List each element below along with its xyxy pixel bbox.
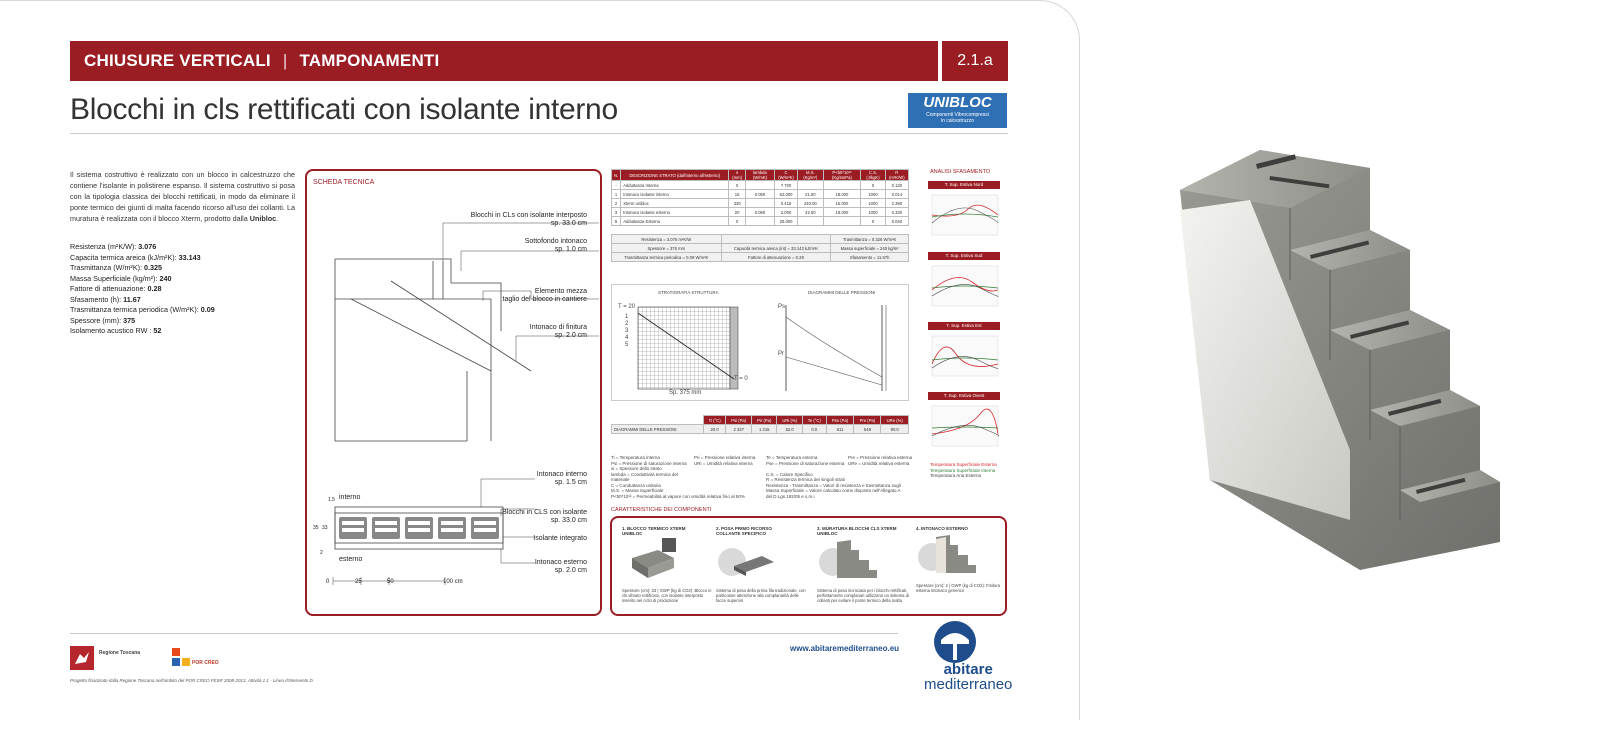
section-label-4: Intonaco di finitura sp. 2.0 cm bbox=[529, 324, 587, 339]
components-panel bbox=[610, 516, 1007, 616]
property-item: Trasmittanza (W/m²K): 0.325 bbox=[70, 263, 163, 272]
plan-label-3: Isolante integrato bbox=[533, 535, 587, 542]
scheda-title: SCHEDA TECNICA bbox=[313, 179, 375, 186]
diagrams-box bbox=[611, 284, 909, 401]
table-row: DIAGRAMMI DELLE PRESSIONI 20.0 2 337 1 215 52.0 0.0 611 549 90.0 bbox=[612, 425, 909, 434]
stratigrafia-title: STRATIGRAFIA STRUTTURA bbox=[658, 290, 719, 295]
properties-list bbox=[70, 242, 300, 337]
plaster-icon bbox=[916, 531, 986, 575]
intro-brand: Unibloc bbox=[249, 214, 277, 223]
section-label: CHIUSURE VERTICALI bbox=[84, 51, 271, 70]
sfasamento-legend: Temperatura Superficiale Esterna Temperatura Superficiale Interna Temperatura Aria Esterna bbox=[930, 462, 997, 478]
layer-mark: 4 bbox=[625, 335, 629, 341]
sfasamento-card: T. Sup. Estiva Est bbox=[928, 322, 1000, 387]
layer-mark: 5 bbox=[625, 342, 629, 348]
masonry-icon bbox=[817, 536, 887, 580]
footer-divider bbox=[70, 633, 898, 634]
component-card: 2. POSA PRIMO RICORSO COLLANTE SPECIFICO Sistema di posa della prima fila tradizionale, con particolare attenzione alla complanarità delle facce superiori bbox=[716, 526, 806, 603]
property-item: Fattore di attenuazione: 0.28 bbox=[70, 284, 162, 293]
property-item: Massa Superficiale (kg/m²): 240 bbox=[70, 273, 172, 283]
sfasamento-chart bbox=[928, 400, 1000, 452]
regione-label: Regione Toscana bbox=[99, 650, 141, 656]
sfasamento-title: ANALISI SFASAMENTO bbox=[930, 169, 991, 175]
abitare-mediterraneo-wordmark: abitare mediterraneo bbox=[924, 661, 1013, 693]
unibloc-logo bbox=[908, 93, 1007, 128]
interno-label: interno bbox=[339, 494, 361, 501]
page-title: Blocchi in cls rettificati con isolante interno bbox=[70, 93, 618, 126]
por-label: POR CREO bbox=[192, 660, 219, 666]
scale-label: 50 bbox=[387, 579, 394, 585]
section-label-3: Elemento mezza taglio del blocco in cantiere bbox=[502, 288, 587, 303]
sfasamento-card: T. Sup. Estiva Sud bbox=[928, 252, 1000, 317]
table-row: 1 Intonaco isolante interno 15 0.050 62.000 21.00 18.000 1000 0.014 bbox=[612, 190, 909, 199]
table-row: Resistenza = 3.076 m²K/W Trasmittanza = 0.326 W/m²K bbox=[612, 235, 909, 244]
layer-mark: 1 bbox=[625, 314, 629, 320]
scheda-tecnica-panel bbox=[305, 169, 602, 616]
layer-mark: 3 bbox=[625, 328, 629, 334]
pegasus-icon bbox=[70, 646, 94, 670]
esterno-label: esterno bbox=[339, 556, 363, 563]
stratigraphy-diagram bbox=[630, 303, 750, 395]
table-row: Trasmittanza termica periodica = 0.09 W/m²K Fattore di attenuazione = 0.28 Sfasamento = 11.67h bbox=[612, 253, 909, 262]
layers-table: N. DESCRIZIONE STRATO (dall'interno all'esterno) s (mm) lambda (W/mK) C (W/m²K) M.S. (Kg/m²) P<50*10¹² (Kg/smPa) C.S. (J/kgK) R (m²K/W) - Adduttanza Interna 0 7.700 0 0.130 1 Intonaco isolante interno 15 0.050 62.000 21.00 18.000 1000 0.014 2 Xterm unibloc 330 0.418 240.00 15.000 1000 2.390 3 Intonaco isolante esterno 20 0.060 2.000 42.00 18.000 1000 0.330 5 Adduttanza Esterna 0 25.000 0 0.040 bbox=[611, 169, 909, 226]
layer-mark: 2 bbox=[625, 321, 629, 327]
sfasamento-chart bbox=[928, 260, 1000, 312]
component-card: 3. MURATURA BLOCCHI CLS XTERM UNIBLOC Sistema di posa incrociata per i blocchi rettificati, perfettamente complanari utilizzano un sistema di collanti per evitare il ponte termico della malta bbox=[817, 526, 909, 603]
sfasamento-card: T. Sup. Estiva Nord bbox=[928, 181, 1000, 246]
section-header-band bbox=[70, 41, 938, 81]
dim-label: 35 bbox=[313, 525, 319, 531]
wall-3d-illustration bbox=[1160, 150, 1540, 570]
abitare-mediterraneo-icon bbox=[933, 620, 977, 664]
thickness-label: Sp. 375 mm bbox=[669, 390, 702, 396]
table-row: 2 Xterm unibloc 330 0.418 240.00 15.000 1000 2.390 bbox=[612, 199, 909, 208]
plan-label-4: Intonaco esterno sp. 2.0 cm bbox=[534, 559, 587, 574]
dim-label: 2 bbox=[320, 550, 323, 556]
intro-paragraph bbox=[70, 169, 295, 224]
legend-col-3: Te = Temperatura esterna Pse = Pressione di saturazione esterna C.S. = Calore Specifico R = Resistenza termica dei singoli strati Resistenza - Trasmittanza = Valori di resistenza e trasmittanza sugli Massa Superficiale = Valore calcolato come disposto nell'Allegato A del D.Lgs.192/05 e s.m.i bbox=[766, 455, 901, 499]
intro-end: . bbox=[276, 214, 279, 223]
legend-col-2: Pri = Pressione relativa interna URi = Umidità relativa interna bbox=[694, 455, 756, 466]
property-item: Isolamento acustico RW : 52 bbox=[70, 326, 162, 335]
unibloc-logo-subtitle-1: Componenti Vibrocompressi bbox=[926, 112, 989, 118]
table-row: 3 Intonaco isolante esterno 20 0.060 2.000 42.00 18.000 1000 0.330 bbox=[612, 208, 909, 217]
dim-label: 33 bbox=[322, 525, 328, 531]
title-divider bbox=[70, 133, 1008, 134]
collante-icon bbox=[716, 536, 776, 580]
unibloc-logo-subtitle-2: in calcestruzzo bbox=[940, 118, 975, 124]
pressure-diagram bbox=[772, 303, 902, 395]
block-icon bbox=[622, 536, 682, 580]
credit-note: Progetto finanziato dalla Regione Toscana nell'ambito del POR CREO FESR 2008-2013. Attività 1.1 - Linea d'intervento D bbox=[70, 678, 313, 683]
component-card: 4. INTONACO ESTERNO Spessore (cm): 2 | GWP (kg di CO2): Finitura esterna intonaco generico bbox=[916, 526, 1001, 593]
t-top-label: T = 20 bbox=[618, 304, 636, 310]
section-separator: | bbox=[282, 51, 288, 70]
scale-label: 25 bbox=[355, 579, 362, 585]
section-label-2: Sottofondo intonaco sp. 1.0 cm bbox=[524, 238, 587, 253]
summary-table bbox=[611, 234, 909, 262]
legend-col-1: Ti = Temperatura interna Psi = Pressione di saturazione interna si = Spessore dello strato lambda = Conduttività termica del materiale C = Conduttanza unitaria M.S. = Massa Superficiale P<50*10¹² = Permeabilità al vapore con umidità relativa fino al 50% bbox=[611, 455, 745, 499]
pressure-table: Ti (°C) Psi (Pa) Pri (Pa) URi (%) Te (°C) Pse (Pa) Pre (Pa) URe (%) DIAGRAMMI DELLE PRESSIONI 20.0 2 337 1 215 52.0 0.0 611 549 90.0 bbox=[611, 415, 909, 434]
property-item: Spessore (mm): 375 bbox=[70, 315, 136, 325]
plan-label-1: Intonaco interno sp. 1.5 cm bbox=[536, 471, 587, 486]
sfasamento-chart bbox=[928, 330, 1000, 382]
table-row: Spessore = 376 mm Capacità termica areica (int) = 33.143 kJ/m²K Massa superficiale = 240 kg/m² bbox=[612, 244, 909, 253]
subsection-label: TAMPONAMENTI bbox=[299, 51, 440, 70]
unibloc-logo-name: UNIBLOC bbox=[923, 94, 992, 111]
sfasamento-chart bbox=[928, 189, 1000, 241]
ps-label: Ps bbox=[778, 304, 786, 310]
property-item: Capacita termica areica (kJ/m²K): 33.143 bbox=[70, 252, 201, 262]
dim-label: 1.5 bbox=[328, 497, 335, 503]
sfasamento-card: T. Sup. Estiva Ovest bbox=[928, 392, 1000, 457]
pressioni-title: DIAGRAMMI DELLE PRESSIONI bbox=[808, 290, 876, 295]
t-bottom-label: T = 0 bbox=[734, 376, 748, 382]
sheet-code: 2.1.a bbox=[942, 41, 1008, 81]
scale-label: 0 bbox=[326, 579, 330, 585]
intro-text: Il sistema costruttivo è realizzato con un blocco in calcestruzzo che contiene l'isolante in polistirene espanso. Il sistema costruttivo si posa con la tipologia classica dei blocchi rettificati, in modo da eliminare il ponte termico dei giunti di malta facendo ricorso all'uso dei collanti. La muratura è realizzata con il blocco Xterm, prodotto dalla bbox=[70, 170, 295, 223]
layers-table-wrap bbox=[611, 169, 909, 262]
scale-label: 100 cm bbox=[443, 579, 463, 585]
regione-toscana-logo bbox=[70, 646, 94, 670]
components-title: CARATTERISTICHE DEI COMPONENTI bbox=[611, 507, 712, 513]
table-row: 5 Adduttanza Esterna 0 25.000 0 0.040 bbox=[612, 217, 909, 226]
property-item: Resistenza (m²K/W): 3.076 bbox=[70, 242, 157, 251]
property-item: Sfasamento (h): 11.67 bbox=[70, 294, 141, 304]
property-item: Trasmittanza termica periodica (W/m²K): 0.09 bbox=[70, 305, 215, 314]
website-link[interactable]: www.abitaremediterraneo.eu bbox=[790, 644, 900, 653]
legend-col-4: Pre = Pressione relativa esterna URe = Umidità relativa esterna bbox=[848, 455, 913, 466]
component-card: 1. BLOCCO TERMICO XTERM UNIBLOC Spessore (cm): 33 | GWP (kg di CO2): Blocco in cls vibrato rettificato, con isolante interposto inserito nel ciclo di produzione bbox=[622, 526, 712, 603]
table-row: - Adduttanza Interna 0 7.700 0 0.130 bbox=[612, 181, 909, 190]
pr-label: Pr bbox=[778, 351, 784, 357]
plan-label-2: Blocchi in CLS con isolante sp. 33.0 cm bbox=[502, 509, 587, 524]
section-label-1: Blocchi in CLs con isolante interposto sp. 33.0 cm bbox=[470, 212, 587, 227]
